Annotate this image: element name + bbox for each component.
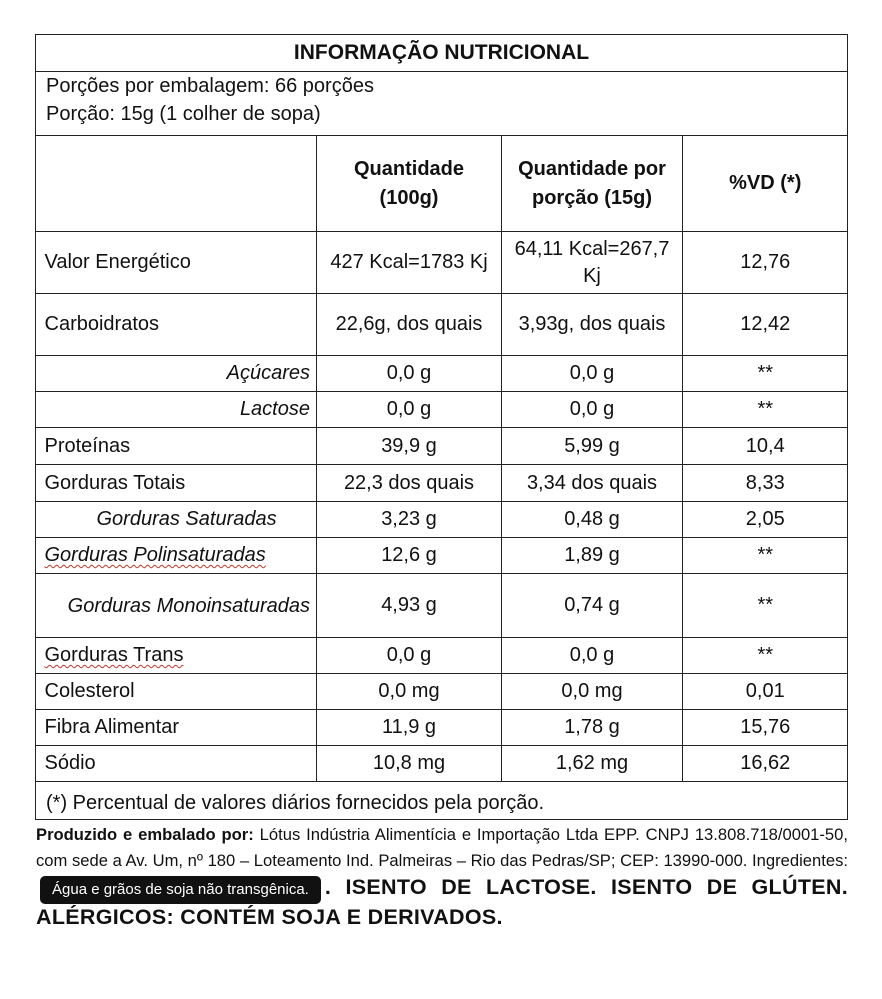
producer-label: Produzido e embalado por: — [36, 825, 254, 844]
amount-per-serving: 3,34 dos quais — [502, 465, 683, 502]
amount-per-100g: 0,0 g — [317, 356, 502, 392]
daily-value: 2,05 — [683, 502, 848, 538]
allergen-warning: . ALÉRGICOS: CONTÉM SOJA E DERIVADOS. — [36, 875, 848, 929]
amount-per-100g: 0,0 g — [317, 392, 502, 428]
daily-value: ** — [683, 574, 848, 638]
amount-per-serving: 64,11 Kcal=267,7 Kj — [502, 232, 683, 294]
table-row — [35, 710, 848, 746]
nutrient-name — [35, 638, 317, 674]
label-title: INFORMAÇÃO NUTRICIONAL — [36, 35, 847, 72]
servings-per-package: Porções por embalagem: 66 porções — [46, 75, 374, 97]
nutrient-name: Colesterol — [35, 674, 317, 710]
amount-per-serving: 1,89 g — [502, 538, 683, 574]
table-row — [35, 638, 848, 674]
nutrient-name: Gorduras Totais — [35, 465, 317, 502]
amount-per-serving: 0,0 mg — [502, 674, 683, 710]
table-row — [35, 465, 848, 502]
daily-value: ** — [683, 638, 848, 674]
amount-per-100g: 3,23 g — [317, 502, 502, 538]
amount-per-serving: 0,0 g — [502, 392, 683, 428]
nutrient-name: Fibra Alimentar — [35, 710, 317, 746]
daily-value: 0,01 — [683, 674, 848, 710]
serving-size: Porção: 15g (1 colher de sopa) — [46, 103, 321, 125]
table-row — [35, 294, 848, 356]
amount-per-100g: 12,6 g — [317, 538, 502, 574]
daily-value: 15,76 — [683, 710, 848, 746]
nutrient-name: Gorduras Saturadas — [35, 502, 317, 538]
nutrient-name: Carboidratos — [35, 294, 317, 356]
daily-value: 10,4 — [683, 428, 848, 465]
amount-per-serving: 1,62 mg — [502, 746, 683, 782]
header-nutrient — [35, 136, 317, 232]
table-row — [35, 392, 848, 428]
amount-per-100g: 22,6g, dos quais — [317, 294, 502, 356]
nutrient-name: Valor Energético — [35, 232, 317, 294]
amount-per-100g: 4,93 g — [317, 574, 502, 638]
amount-per-serving: 0,74 g — [502, 574, 683, 638]
nutrient-name: Sódio — [35, 746, 317, 782]
table-row — [35, 232, 848, 294]
amount-per-100g: 0,0 mg — [317, 674, 502, 710]
amount-per-100g: 0,0 g — [317, 638, 502, 674]
header-per-100g: Quantidade (100g) — [317, 136, 502, 232]
nutrient-name: Açúcares — [35, 356, 317, 392]
table-row — [35, 674, 848, 710]
amount-per-100g: 427 Kcal=1783 Kj — [317, 232, 502, 294]
table-row — [35, 356, 848, 392]
amount-per-serving: 0,0 g — [502, 356, 683, 392]
daily-value: ** — [683, 356, 848, 392]
producer-info — [36, 822, 848, 932]
table-row — [35, 502, 848, 538]
nutrient-name: Proteínas — [35, 428, 317, 465]
nutrient-name — [35, 538, 317, 574]
daily-value: 8,33 — [683, 465, 848, 502]
spellcheck-underlined-text: Gorduras Trans — [44, 644, 184, 666]
amount-per-serving: 0,0 g — [502, 638, 683, 674]
table-row — [35, 746, 848, 782]
daily-value: 12,76 — [683, 232, 848, 294]
daily-value-footnote: (*) Percentual de valores diários fornecidos pela porção. — [46, 792, 545, 814]
ingredients-pill: Água e grãos de soja não transgênica. — [40, 876, 321, 904]
table-row — [35, 538, 848, 574]
producer-text: Lótus Indústria Alimentícia e Importação Ltda EPP. CNPJ 13.808.718/0001-50, com sede a Av. Um, nº 180 – Loteamento Ind. Palmeiras – Rio das Pedras/SP; CEP: 13990-000. Ingredientes: — [36, 825, 848, 870]
amount-per-serving: 3,93g, dos quais — [502, 294, 683, 356]
amount-per-100g: 22,3 dos quais — [317, 465, 502, 502]
header-per-serving: Quantidade por porção (15g) — [502, 136, 683, 232]
table-header-row — [35, 136, 848, 232]
nutrition-facts-panel — [35, 34, 848, 820]
daily-value: ** — [683, 538, 848, 574]
amount-per-100g: 11,9 g — [317, 710, 502, 746]
nutrient-name: Lactose — [35, 392, 317, 428]
table-row — [35, 574, 848, 638]
header-daily-value: %VD (*) — [683, 136, 848, 232]
nutrient-name: Gorduras Monoinsaturadas — [35, 574, 317, 638]
amount-per-serving: 1,78 g — [502, 710, 683, 746]
amount-per-serving: 0,48 g — [502, 502, 683, 538]
spellcheck-underlined-text: Gorduras Polinsaturadas — [44, 544, 266, 566]
nutrition-table — [35, 135, 848, 782]
amount-per-100g: 10,8 mg — [317, 746, 502, 782]
amount-per-100g: 39,9 g — [317, 428, 502, 465]
daily-value: 16,62 — [683, 746, 848, 782]
table-row — [35, 428, 848, 465]
lactose-gluten-warning: . ISENTO DE LACTOSE. ISENTO DE GLÚTEN — [324, 875, 842, 899]
daily-value: 12,42 — [683, 294, 848, 356]
daily-value: ** — [683, 392, 848, 428]
amount-per-serving: 5,99 g — [502, 428, 683, 465]
